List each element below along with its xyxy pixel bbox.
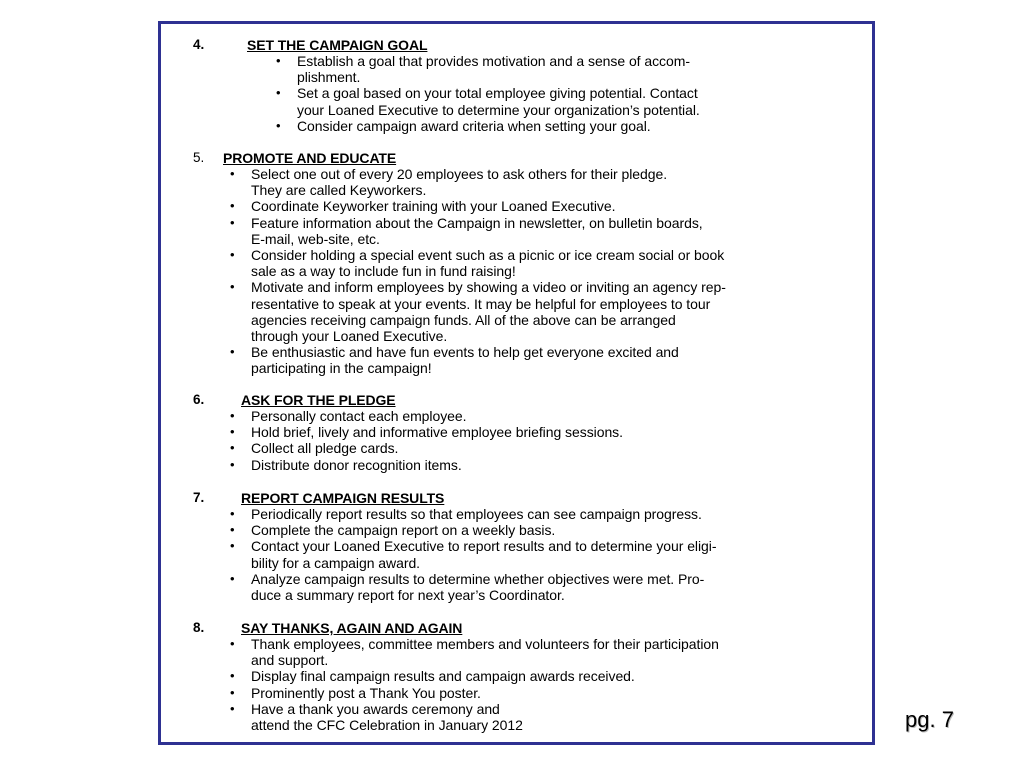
list-item-line: Select one out of every 20 employees to ask others for their pledge. <box>251 166 668 182</box>
section-bullet-list <box>230 636 719 734</box>
list-item-line: Display final campaign results and campaign awards received. <box>251 668 635 685</box>
list-item-line: Collect all pledge cards. <box>251 440 399 457</box>
bullet-icon: • <box>276 85 281 101</box>
list-item-line: duce a summary report for next year’s Coordinator. <box>251 587 565 604</box>
list-item <box>230 247 726 280</box>
section-heading: SET THE CAMPAIGN GOAL <box>247 37 428 53</box>
list-item-line: through your Loaned Executive. <box>251 328 448 345</box>
list-item <box>276 85 700 118</box>
bullet-icon: • <box>230 636 235 651</box>
bullet-icon: • <box>230 247 235 263</box>
list-item <box>230 522 716 539</box>
bullet-icon: • <box>230 668 235 684</box>
list-item-line: Motivate and inform employees by showing a video or inviting an agency rep- <box>251 279 726 296</box>
list-item-line: Consider campaign award criteria when setting your goal. <box>297 117 651 134</box>
section-number: 4. <box>193 37 205 52</box>
list-item-line: Coordinate Keyworker training with your Loaned Executive. <box>251 198 616 215</box>
list-item <box>230 198 726 215</box>
list-item <box>230 668 719 685</box>
list-item-line: Be enthusiastic and have fun events to help get everyone excited and <box>251 344 679 361</box>
list-item-line: Set a goal based on your total employee giving potential. Contact <box>297 85 698 102</box>
list-item-line: E-mail, web-site, etc. <box>251 230 380 247</box>
section-number: 8. <box>193 620 205 635</box>
list-item-line: Have a thank you awards ceremony and <box>251 700 500 717</box>
section-heading: ASK FOR THE PLEDGE <box>241 392 396 408</box>
list-item-line: Thank employees, committee members and volunteers for their participation <box>251 636 719 652</box>
list-item <box>276 53 700 86</box>
list-item-line: attend the CFC Celebration in January 2012 <box>251 717 523 734</box>
list-item <box>230 456 623 473</box>
list-item-line: plishment. <box>297 69 361 86</box>
list-item-line: Periodically report results so that employees can see campaign progress. <box>251 506 702 522</box>
bullet-icon: • <box>276 117 281 133</box>
list-item-line: Hold brief, lively and informative employee briefing sessions. <box>251 424 623 441</box>
bullet-icon: • <box>276 53 281 68</box>
bullet-icon: • <box>230 506 235 521</box>
section-bullet-list <box>276 53 700 134</box>
section-heading: SAY THANKS, AGAIN AND AGAIN <box>241 620 463 636</box>
section-bullet-list <box>230 166 726 377</box>
list-item-line: Distribute donor recognition items. <box>251 456 462 473</box>
bullet-icon: • <box>230 214 235 230</box>
list-item <box>230 636 719 669</box>
bullet-icon: • <box>230 424 235 440</box>
section-heading: REPORT CAMPAIGN RESULTS <box>241 490 445 506</box>
list-item-line: They are called Keyworkers. <box>251 182 427 199</box>
list-item-line: resentative to speak at your events. It may be helpful for employees to tour <box>251 295 711 312</box>
section-bullet-list <box>230 408 623 473</box>
list-item <box>230 408 623 424</box>
list-item <box>230 279 726 345</box>
list-item-line: your Loaned Executive to determine your organization’s potential. <box>297 101 700 118</box>
page-number: pg. 7 <box>905 707 954 732</box>
list-item <box>230 684 719 701</box>
bullet-icon: • <box>230 440 235 456</box>
list-item-line: participating in the campaign! <box>251 360 432 377</box>
section-heading: PROMOTE AND EDUCATE <box>223 150 397 166</box>
bullet-icon: • <box>230 408 235 423</box>
bullet-icon: • <box>230 279 235 295</box>
list-item-line: Personally contact each employee. <box>251 408 467 424</box>
document-page-frame <box>158 21 875 745</box>
list-item-line: Complete the campaign report on a weekly basis. <box>251 522 556 539</box>
list-item-line: bility for a campaign award. <box>251 554 421 571</box>
bullet-icon: • <box>230 684 235 700</box>
list-item <box>230 538 717 571</box>
section-number: 5. <box>193 150 205 165</box>
bullet-icon: • <box>230 456 235 472</box>
list-item-line: agencies receiving campaign funds. All of the above can be arranged <box>251 311 676 328</box>
list-item <box>230 424 623 441</box>
list-item-line: sale as a way to include fun in fund raising! <box>251 263 516 280</box>
bullet-icon: • <box>230 522 235 538</box>
list-item-line: Contact your Loaned Executive to report results and to determine your eligi- <box>251 538 717 555</box>
section-number: 7. <box>193 490 205 505</box>
list-item <box>230 506 716 522</box>
list-item-line: Prominently post a Thank You poster. <box>251 684 481 701</box>
list-item-line: Feature information about the Campaign in newsletter, on bulletin boards, <box>251 214 703 231</box>
list-item <box>230 570 716 604</box>
bullet-icon: • <box>230 198 235 214</box>
list-item <box>276 117 700 134</box>
list-item-line: Analyze campaign results to determine whether objectives were met. Pro- <box>251 570 705 587</box>
list-item <box>230 166 726 199</box>
section-bullet-list <box>230 506 717 604</box>
list-item-line: and support. <box>251 652 329 669</box>
list-item <box>230 700 719 734</box>
bullet-icon: • <box>230 538 235 554</box>
bullet-icon: • <box>230 570 235 586</box>
list-item-line: Consider holding a special event such as a picnic or ice cream social or book <box>251 247 725 264</box>
list-item <box>230 344 726 377</box>
list-item <box>230 214 726 247</box>
section-number: 6. <box>193 392 205 407</box>
list-item <box>230 440 623 457</box>
bullet-icon: • <box>230 166 235 181</box>
bullet-icon: • <box>230 344 235 360</box>
list-item-line: Establish a goal that provides motivation and a sense of accom- <box>297 53 690 69</box>
bullet-icon: • <box>230 700 235 716</box>
